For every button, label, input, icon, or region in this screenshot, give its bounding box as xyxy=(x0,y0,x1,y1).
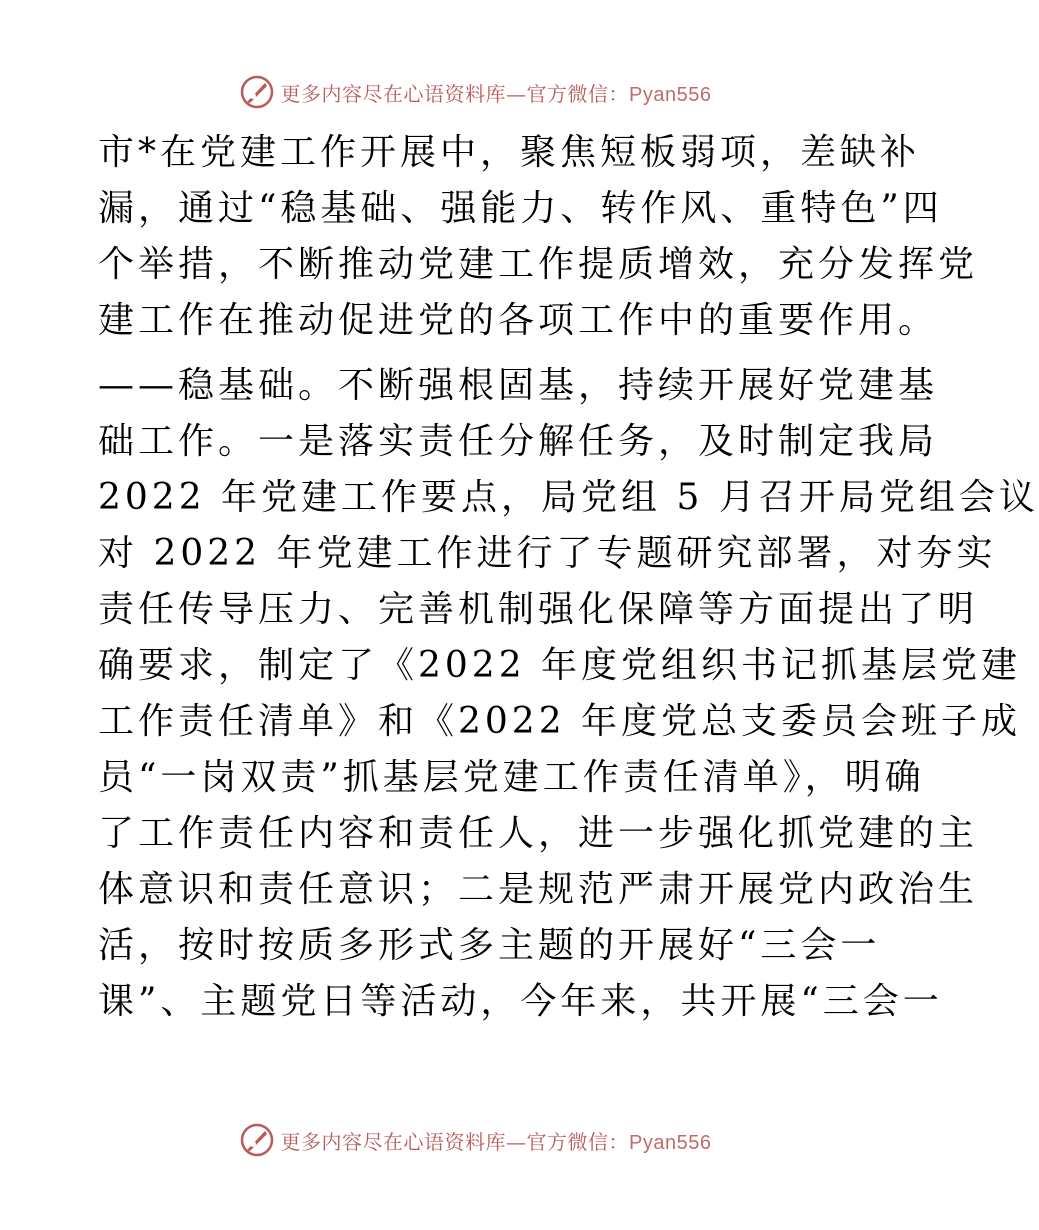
paragraph-2 xyxy=(98,358,1039,1030)
text-line: ——稳基础。不断强根固基，持续开展好党建基 xyxy=(98,365,939,406)
text-line: 确要求，制定了《2022 年度党组织书记抓基层党建 xyxy=(98,645,1022,686)
text-line: 课”、主题党日等活动，今年来，共开展“三会一 xyxy=(98,981,943,1022)
text-line: 建工作在推动促进党的各项工作中的重要作用。 xyxy=(98,300,939,341)
text-line: 市*在党建工作开展中，聚焦短板弱项，差缺补 xyxy=(98,132,921,173)
text-line: 体意识和责任意识；二是规范严肃开展党内政治生 xyxy=(98,869,979,910)
document-body xyxy=(98,125,1039,1030)
text-line: 员“一岗双责”抓基层党建工作责任清单》，明确 xyxy=(98,757,925,798)
text-line: 础工作。一是落实责任分解任务，及时制定我局 xyxy=(98,421,939,462)
quill-logo-icon xyxy=(239,74,275,110)
footer-watermark xyxy=(0,1120,950,1160)
text-line: 工作责任清单》和《2022 年度党总支委员会班子成 xyxy=(98,701,1022,742)
watermark-text: 更多内容尽在心语资料库—官方微信：Pyan556 xyxy=(280,81,712,106)
text-line: 个举措，不断推动党建工作提质增效，充分发挥党 xyxy=(98,244,979,285)
quill-logo-icon xyxy=(239,1122,275,1158)
text-line: 责任传导压力、完善机制强化保障等方面提出了明 xyxy=(98,589,979,630)
text-line: 漏，通过“稳基础、强能力、转作风、重特色”四 xyxy=(98,188,943,229)
text-line: 了工作责任内容和责任人，进一步强化抓党建的主 xyxy=(98,813,979,854)
watermark-text: 更多内容尽在心语资料库—官方微信：Pyan556 xyxy=(280,1129,712,1154)
text-line: 2022 年党建工作要点，局党组 5 月召开局党组会议 xyxy=(98,477,1039,518)
header-watermark xyxy=(0,72,950,112)
text-line: 活，按时按质多形式多主题的开展好“三会一 xyxy=(98,925,881,966)
paragraph-1 xyxy=(98,125,979,349)
text-line: 对 2022 年党建工作进行了专题研究部署，对夯实 xyxy=(98,533,997,574)
